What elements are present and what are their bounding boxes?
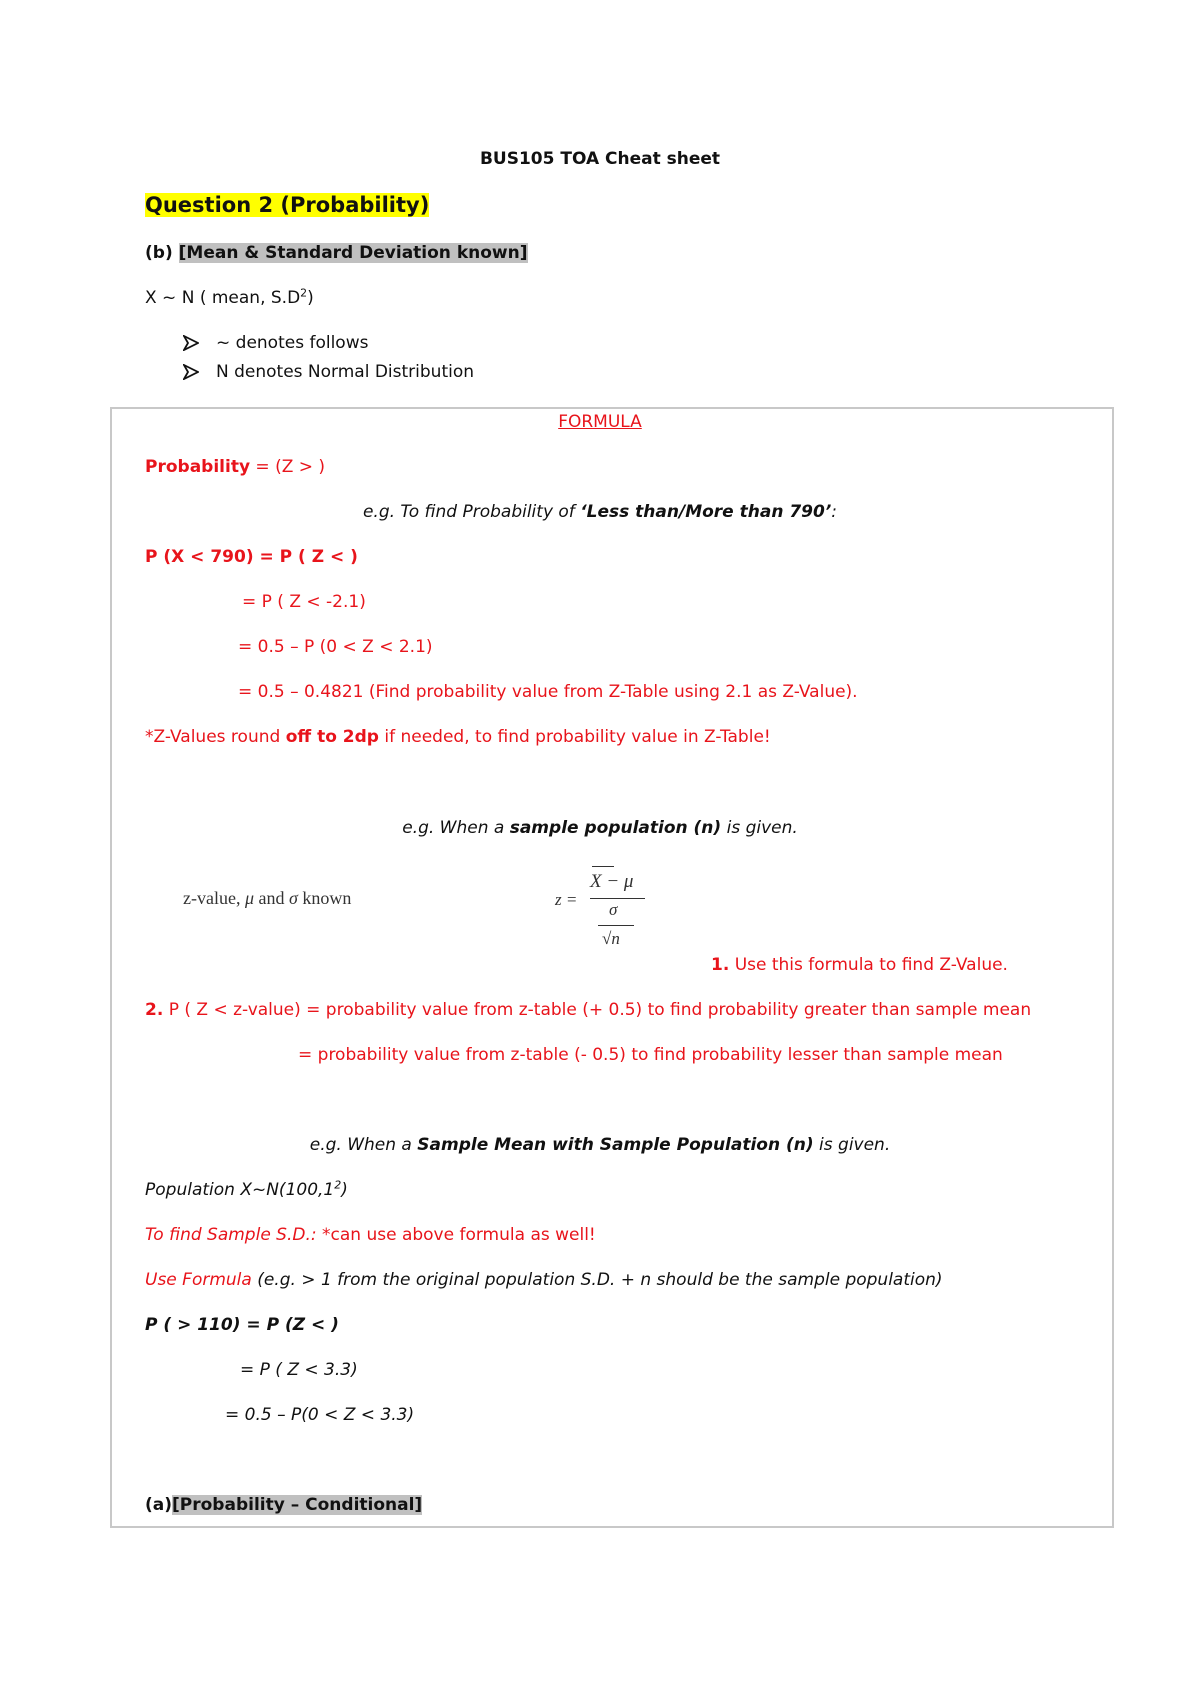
use-formula-num: 1. <box>711 955 730 975</box>
example-2-prefix: e.g. When a <box>402 818 510 838</box>
part-a-heading <box>145 1493 422 1517</box>
zvalue-suffix: known <box>297 888 352 908</box>
part-b-label: (b) <box>145 243 179 263</box>
use-formula-2-rest: (e.g. > 1 from the original population S.D. + n should be the sample population) <box>251 1270 943 1290</box>
question-heading <box>145 193 429 217</box>
population-close: ) <box>341 1180 348 1200</box>
example-1-bold: ‘Less than/More than 790’ <box>580 502 832 522</box>
population-sup: 2 <box>334 1178 342 1192</box>
sample-sd-italic: To find Sample S.D.: <box>145 1225 317 1245</box>
example-3-bold: Sample Mean with Sample Population (n) <box>417 1135 814 1155</box>
calc2-step-3: = 0.5 – P(0 < Z < 3.3) <box>225 1405 415 1425</box>
probability-line <box>145 455 325 479</box>
part-b-heading <box>145 241 528 265</box>
note-part1: *Z-Values round <box>145 727 286 747</box>
xbar-overline <box>592 866 614 867</box>
calc2-step-2: = P ( Z < 3.3) <box>240 1360 358 1380</box>
example-1-suffix: : <box>831 502 838 522</box>
use-formula-text: Use this formula to find Z-Value. <box>729 955 1008 975</box>
fraction-bar <box>590 898 645 899</box>
example-2-bold: sample population (n) <box>509 818 722 838</box>
step2-num: 2. <box>145 1000 164 1020</box>
bullet-item <box>183 360 474 384</box>
z-formula-sigma: σ <box>609 900 618 919</box>
population-line <box>145 1178 348 1202</box>
sample-sd-line <box>145 1223 596 1247</box>
calc-step-1: P (X < 790) = P ( Z < ) <box>145 547 358 567</box>
note-line <box>145 725 771 749</box>
example-3 <box>0 1133 1200 1157</box>
probability-label: Probability <box>145 457 251 477</box>
note-part2: if needed, to find probability value in Z-Table! <box>378 727 771 747</box>
notation-text: X ~ N ( mean, S.D <box>145 288 301 308</box>
z-formula-sqrt-n: √n <box>602 929 620 948</box>
use-formula-line <box>711 953 1008 977</box>
part-a-highlight: [Probability – Conditional] <box>172 1495 423 1515</box>
part-b-highlight: [Mean & Standard Deviation known] <box>178 243 528 263</box>
sigma-symbol: σ <box>289 888 298 908</box>
calc-step-3: = 0.5 – P (0 < Z < 2.1) <box>238 637 433 657</box>
use-formula-2 <box>145 1268 943 1292</box>
page-title: BUS105 TOA Cheat sheet <box>479 149 721 169</box>
step2-line1 <box>145 998 1031 1022</box>
question-heading-text: Question 2 (Probability) <box>145 193 430 217</box>
calc-step-4: = 0.5 – 0.4821 (Find probability value from Z-Table using 2.1 as Z-Value). <box>238 682 858 702</box>
notation-sup: 2 <box>300 286 308 300</box>
example-3-prefix: e.g. When a <box>309 1135 418 1155</box>
zvalue-prefix: z-value, <box>183 888 245 908</box>
calc2-step-1: P ( > 110) = P (Z < ) <box>145 1315 339 1335</box>
example-2 <box>0 816 1200 840</box>
step2-text1: P ( Z < z-value) = probability value from z-table (+ 0.5) to find probability greater than sample mean <box>163 1000 1032 1020</box>
bullet-item <box>183 331 368 355</box>
example-1 <box>0 500 1200 524</box>
example-1-prefix: e.g. To find Probability of <box>362 502 581 522</box>
example-2-suffix: is given. <box>721 818 798 838</box>
probability-rest: = (Z > ) <box>250 457 326 477</box>
bullet-text: N denotes Normal Distribution <box>216 362 475 382</box>
sample-sd-rest: *can use above formula as well! <box>316 1225 596 1245</box>
arrow-bullet-icon <box>183 335 199 351</box>
formula-heading: FORMULA <box>558 412 642 432</box>
z-formula-numerator: X − μ <box>590 871 634 892</box>
z-formula-lhs: z = <box>555 890 578 909</box>
bullet-text: ~ denotes follows <box>216 333 369 353</box>
zvalue-and: and <box>254 888 290 908</box>
notation-close: ) <box>307 288 314 308</box>
calc-step-2: = P ( Z < -2.1) <box>242 592 366 612</box>
arrow-bullet-icon <box>183 364 199 380</box>
distribution-notation <box>145 286 314 310</box>
mu-symbol: μ <box>244 888 255 908</box>
zvalue-caption <box>183 886 351 910</box>
population-text: Population X~N(100,1 <box>145 1180 335 1200</box>
part-a-label: (a) <box>145 1495 173 1515</box>
note-bold: off to 2dp <box>285 727 379 747</box>
example-3-suffix: is given. <box>813 1135 891 1155</box>
use-formula-2-red: Use Formula <box>145 1270 252 1290</box>
inner-fraction-bar <box>598 925 634 926</box>
step2-line2: = probability value from z-table (- 0.5) to find probability lesser than sample mean <box>298 1045 1003 1065</box>
